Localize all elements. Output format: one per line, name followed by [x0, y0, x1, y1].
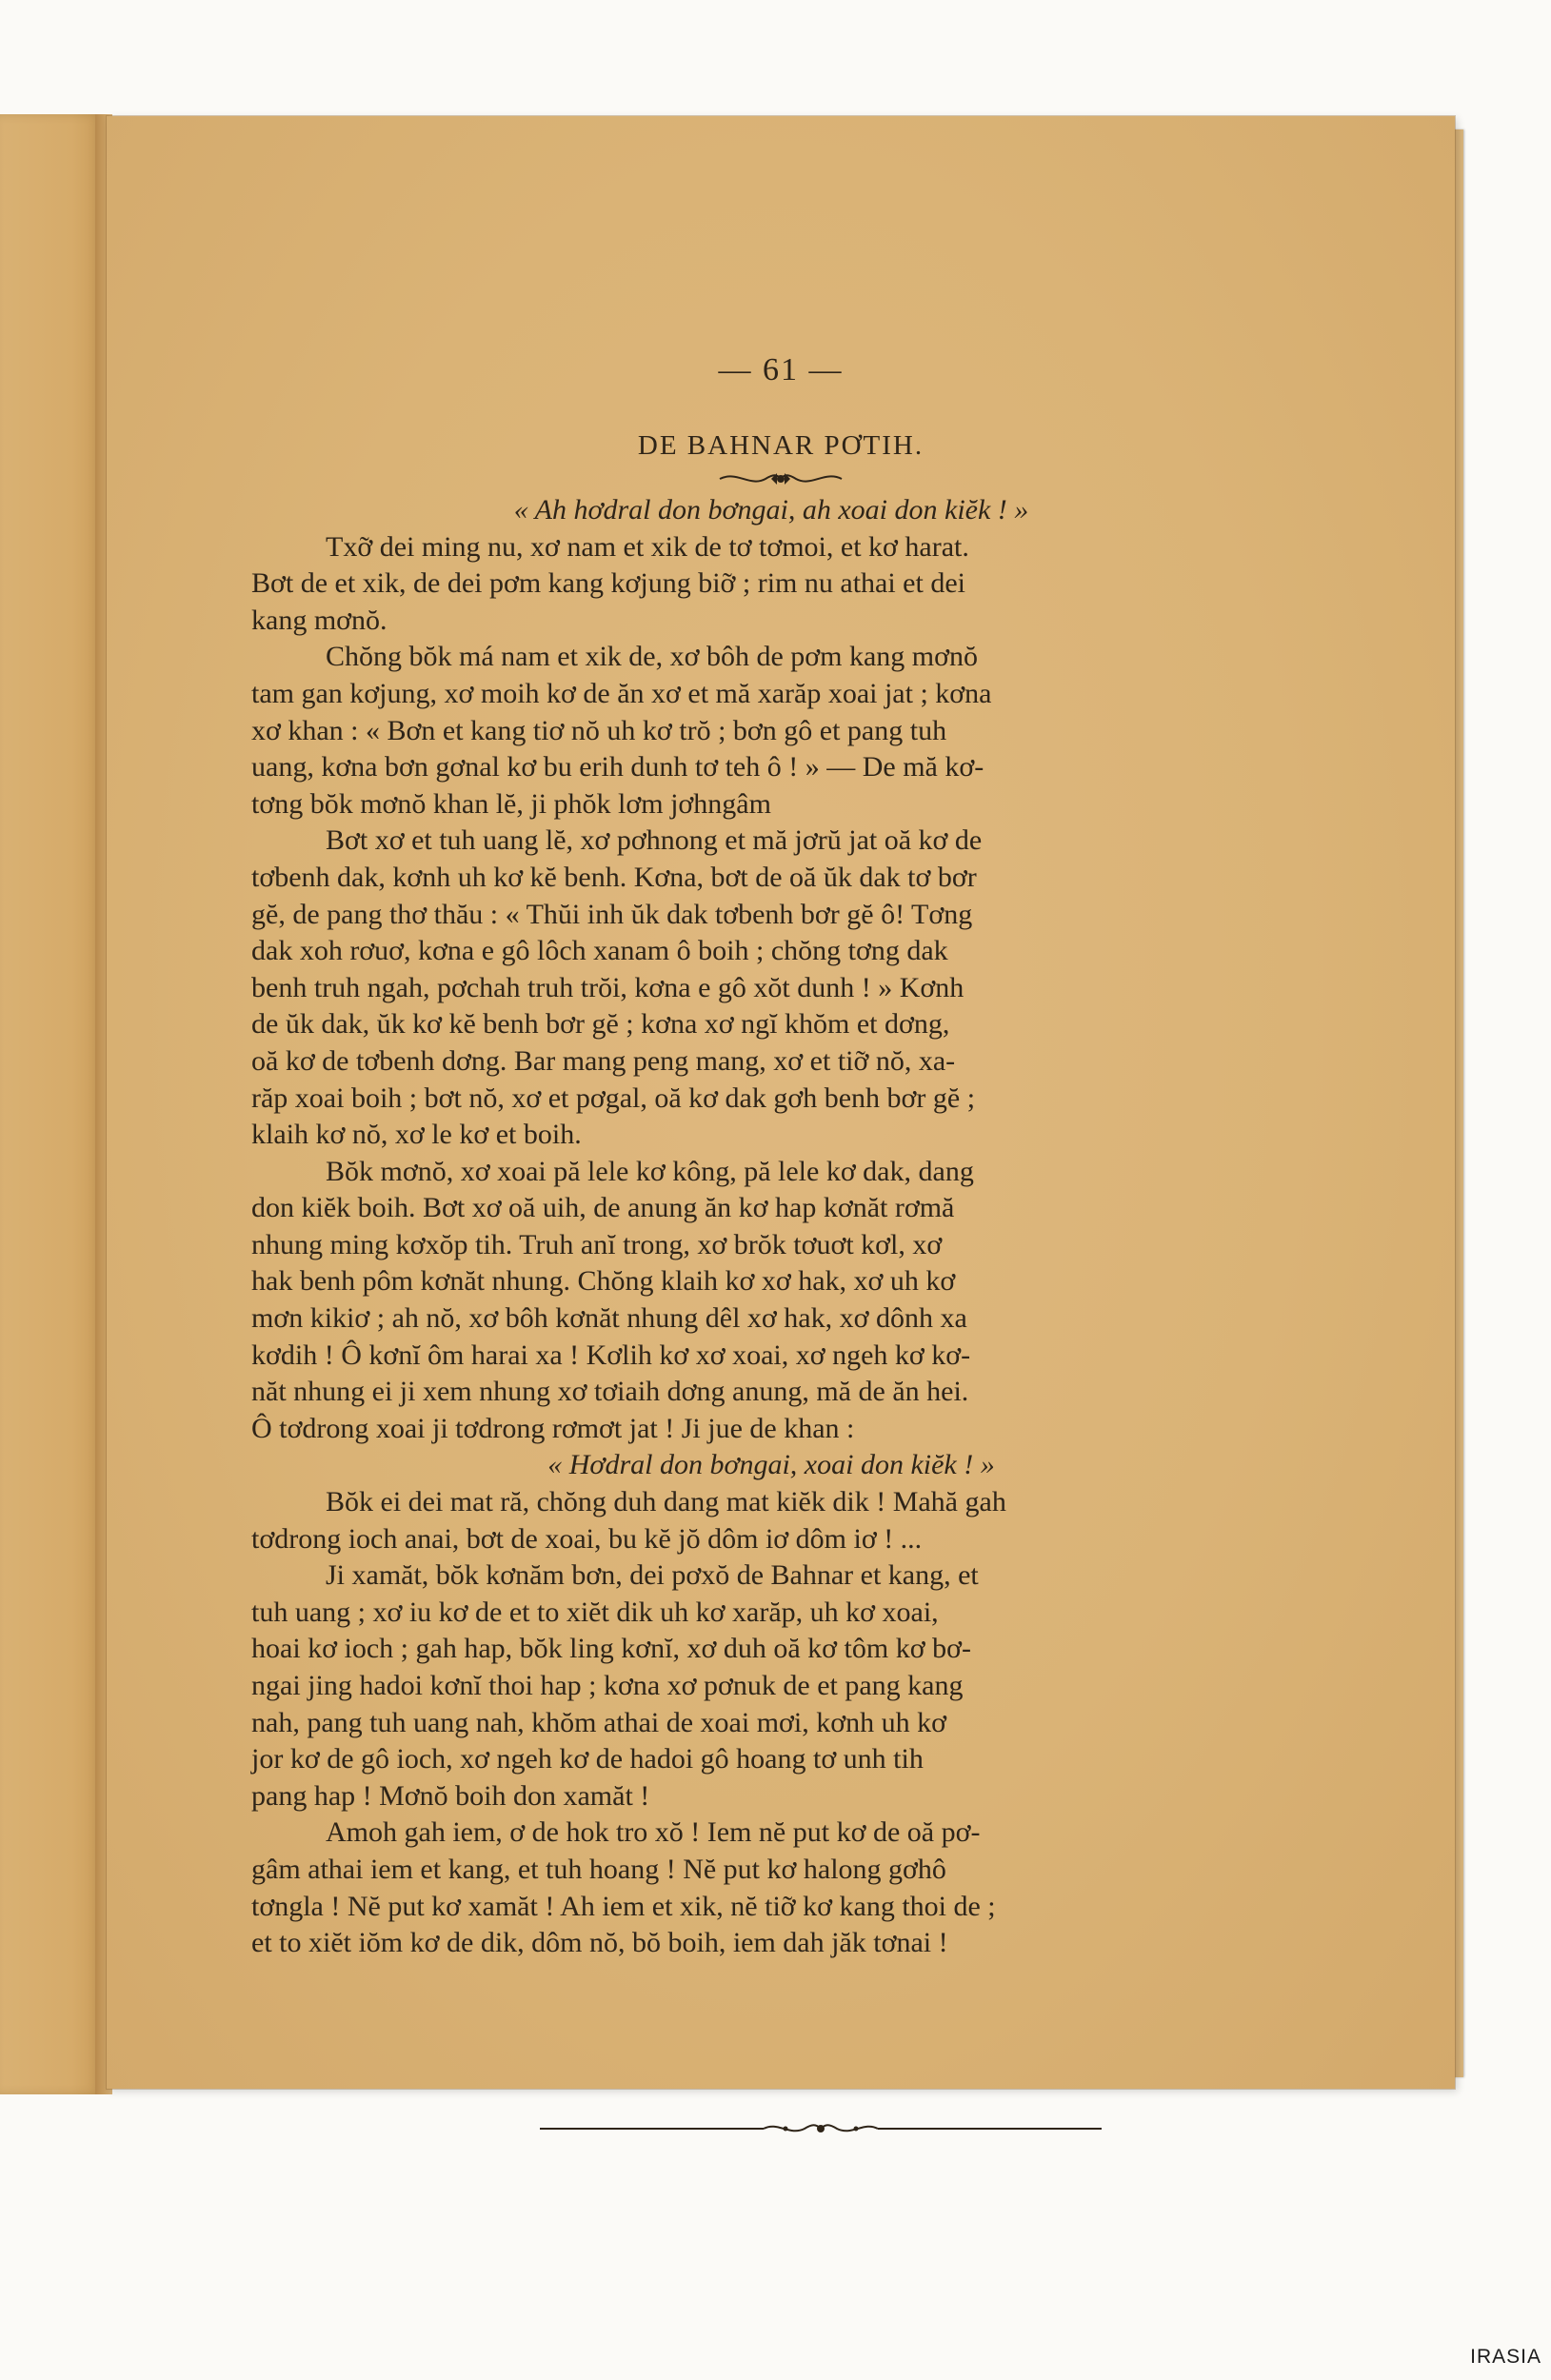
text-line: Bơt de et xik, de dei pơm kang kơjung biỡ ; rim nu athai et dei	[251, 567, 965, 600]
text-line: tơng bŏk mơnŏ khan lĕ, ji phŏk lơm jơhngâm	[251, 787, 771, 820]
text-line: kơdih ! Ô kơnĭ ôm harai xa ! Kơlih kơ xơ xoai, xơ ngeh kơ kơ-	[251, 1339, 971, 1371]
paragraph-6	[251, 1557, 1291, 1815]
paragraph-4	[251, 1154, 1291, 1448]
text-line: răp xoai boih ; bơt nŏ, xơ et pơgal, oă kơ dak gơh benh bơr gĕ ;	[251, 1081, 976, 1114]
left-page-edge	[0, 114, 103, 2094]
text-line: mơn kikiơ ; ah nŏ, xơ bôh kơnăt nhung dêl xơ hak, xơ dônh xa	[251, 1302, 967, 1335]
document-body	[251, 492, 1291, 1962]
text-line: xơ khan : « Bơn et kang tiơ nŏ uh kơ trŏ ; bơn gô et pang tuh	[251, 714, 947, 746]
text-line: Ji xamăt, bŏk kơnăm bơn, dei pơxŏ de Bahnar et kang, et	[326, 1559, 979, 1592]
paragraph-1	[251, 529, 1291, 640]
text-line: kang mơnŏ.	[251, 604, 388, 636]
text-line: Bŏk ei dei mat ră, chŏng duh dang mat kiĕk dik ! Mahă gah	[326, 1486, 1006, 1518]
paragraph-2	[251, 639, 1291, 823]
text-line: tơngla ! Nĕ put kơ xamăt ! Ah iem et xik, nĕ tiỡ kơ kang thoi de ;	[251, 1890, 996, 1922]
text-line: pang hap ! Mơnŏ boih don xamăt !	[251, 1779, 650, 1812]
text-line: de ŭk dak, ŭk kơ kĕ benh bơr gĕ ; kơna xơ ngĭ khŏm et dơng,	[251, 1008, 950, 1041]
page-title: DE BAHNAR PƠTIH.	[637, 430, 925, 461]
text-line: Txỡ dei ming nu, xơ nam et xik de tơ tơmoi, et kơ harat.	[326, 530, 969, 563]
text-line: tam gan kơjung, xơ moih kơ de ăn xơ et mă xarăp xoai jat ; kơna	[251, 677, 992, 709]
text-line: klaih kơ nŏ, xơ le kơ et boih.	[251, 1119, 582, 1151]
text-line: Bŏk mơnŏ, xơ xoai pă lele kơ kông, pă lele kơ dak, dang	[326, 1155, 974, 1187]
text-line: gâm athai iem et kang, et tuh hoang ! Nĕ put kơ halong gơhô	[251, 1853, 946, 1885]
text-line: ngai jing hadoi kơnĭ thoi hap ; kơna xơ pơnuk de et pang kang	[251, 1670, 964, 1701]
text-line: hak benh pôm kơnăt nhung. Chŏng klaih kơ xơ hak, xơ uh kơ	[251, 1265, 956, 1298]
text-line: Chŏng bŏk má nam et xik de, xơ bôh de pơm kang mơnŏ	[326, 641, 979, 673]
text-line: hoai kơ ioch ; gah hap, bŏk ling kơnĭ, xơ duh oă kơ tôm kơ bơ-	[251, 1633, 971, 1665]
end-rule-ornament-icon	[540, 2118, 1102, 2139]
paragraph-5	[251, 1484, 1291, 1557]
proverb-quote: « Hơdral don bơngai, xoai don kiĕk ! »	[547, 1449, 995, 1481]
text-line: dak xoh rơuơ, kơna e gô lôch xanam ô boih ; chŏng tơng dak	[251, 935, 948, 967]
text-line: nhung ming kơxŏp tih. Truh anĭ trong, xơ brŏk tơuơt kơl, xơ	[251, 1228, 943, 1260]
text-line: tuh uang ; xơ iu kơ de et to xiĕt dik uh kơ xarăp, uh kơ xoai,	[251, 1596, 939, 1628]
text-line: oă kơ de tơbenh dơng. Bar mang peng mang, xơ et tiỡ nŏ, xa-	[251, 1044, 956, 1077]
text-line: gĕ, de pang thơ thău : « Thŭi inh ŭk dak tơbenh bơr gĕ ô! Tơng	[251, 898, 973, 930]
page-number: — 61 —	[718, 352, 844, 387]
watermark-label: IRASIA	[1470, 2346, 1541, 2368]
text-line: tơdrong ioch anai, bơt de xoai, bu kĕ jŏ dôm iơ dôm iơ ! ...	[251, 1522, 923, 1555]
text-line: Bơt xơ et tuh uang lĕ, xơ pơhnong et mă jơrŭ jat oă kơ de	[326, 824, 983, 857]
flourish-ornament-icon	[718, 468, 844, 489]
paragraph-7	[251, 1815, 1291, 1961]
text-line: benh truh ngah, pơchah truh trŏi, kơna e gô xŏt dunh ! » Kơnh	[251, 971, 964, 1003]
document-page	[107, 116, 1455, 2089]
text-line: năt nhung ei ji xem nhung xơ tơiaih dơng anung, mă de ăn hei.	[251, 1376, 969, 1408]
text-line: nah, pang tuh uang nah, khŏm athai de xoai mơi, kơnh uh kơ	[251, 1706, 946, 1738]
epigraph: « Ah hơdral don bơngai, ah xoai don kiĕk ! »	[513, 494, 1029, 526]
text-line: don kiĕk boih. Bơt xơ oă uih, de anung ăn kơ hap kơnăt rơmă	[251, 1192, 955, 1224]
text-line: tơbenh dak, kơnh uh kơ kĕ benh. Kơna, bơt de oă ŭk dak tơ bơr	[251, 861, 977, 893]
text-line: Amoh gah iem, ơ de hok tro xŏ ! Iem nĕ put kơ de oă pơ-	[326, 1816, 981, 1849]
paragraph-3	[251, 823, 1291, 1153]
text-line: et to xiĕt iŏm kơ de dik, dôm nŏ, bŏ boih, iem dah jăk tơnai !	[251, 1927, 948, 1959]
text-line: Ô tơdrong xoai ji tơdrong rơmơt jat ! Ji jue de khan :	[251, 1412, 855, 1444]
text-line: jor kơ de gô ioch, xơ ngeh kơ de hadoi gô hoang tơ unh tih	[251, 1743, 924, 1775]
text-line: uang, kơna bơn gơnal kơ bu erih dunh tơ teh ô ! » — De mă kơ-	[251, 751, 984, 783]
